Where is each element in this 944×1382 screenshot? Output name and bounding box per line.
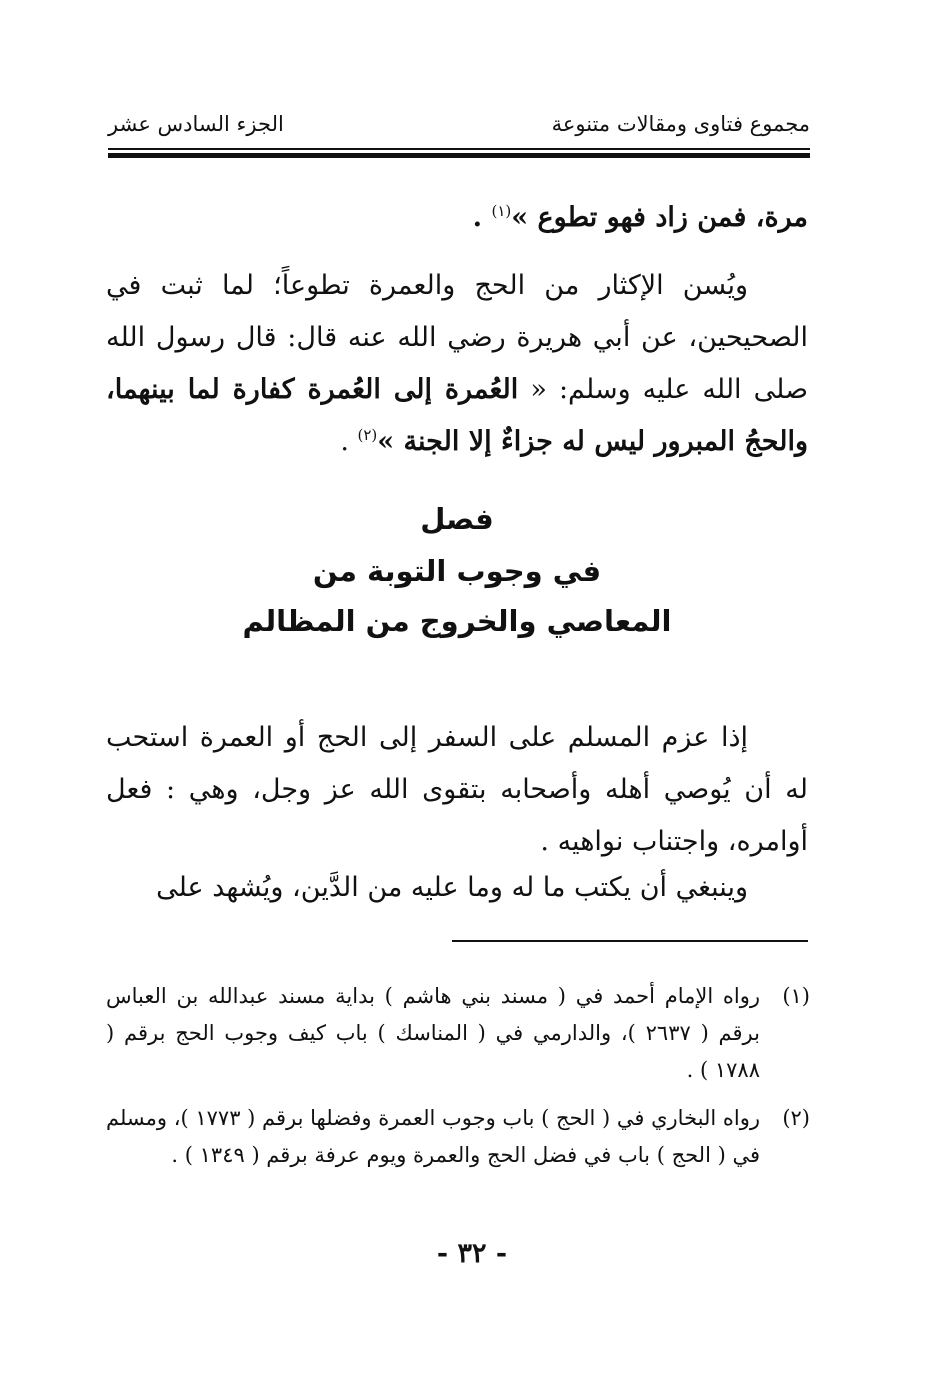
- page-number: - ٣٢ -: [436, 1238, 508, 1269]
- header-rule-thin: [108, 148, 810, 150]
- paragraph-travel: إذا عزم المسلم على السفر إلى الحج أو العمرة استحب له أن يُوصي أهله وأصحابه بتقوى الله عز وجل، وهي : فعل أوامره، واجتناب نواهيه .: [106, 722, 808, 857]
- footnote-text: رواه الإمام أحمد في ( مسند بني هاشم ) بداية مسند عبدالله بن العباس برقم ( ٢٦٣٧ )، والدارمي في ( المناسك ) باب كيف وجوب الحج برقم ( ١٧٨٨ ) .: [106, 984, 760, 1082]
- volume-label: الجزء السادس عشر: [108, 112, 284, 136]
- section-heading-line1: فصل: [420, 502, 494, 536]
- footnote-ref-2: (٢): [357, 426, 378, 444]
- p2-intro: ويُسن الإكثار من الحج والعمرة تطوعاً؛ لما ثبت في الصحيحين، عن أبي هريرة رضي الله عنه قال: قال رسول الله صلى الله عليه وسلم: «: [106, 270, 808, 405]
- section-heading-line3: المعاصي والخروج من المظالم: [242, 604, 672, 638]
- paragraph-hadith: [106, 260, 808, 468]
- header-rule-thick: [108, 153, 810, 158]
- paragraph-debt: وينبغي أن يكتب ما له وما عليه من الدَّين، ويُشهد على: [156, 872, 748, 903]
- footnote-number: (١): [782, 984, 810, 1008]
- running-header: [108, 112, 810, 152]
- footnote-ref-1: (١): [491, 202, 512, 220]
- book-title: مجموع فتاوى ومقالات متنوعة: [551, 112, 810, 136]
- footnote-1: [106, 978, 810, 1089]
- quote-close: »: [377, 426, 404, 457]
- section-heading-line2: في وجوب التوبة من: [312, 554, 602, 588]
- footnote-2: [106, 1100, 810, 1174]
- p1-end: .: [472, 202, 492, 233]
- p1-text: مرة، فمن زاد فهو تطوع »: [511, 202, 808, 233]
- p2-end: .: [340, 426, 358, 457]
- footnote-text: رواه البخاري في ( الحج ) باب وجوب العمرة وفضلها برقم ( ١٧٧٣ )، ومسلم في ( الحج ) باب في فضل الحج والعمرة ويوم عرفة برقم ( ١٣٤٩ ) .: [105, 1106, 760, 1167]
- hadith-quote: العُمرة إلى العُمرة كفارة لما بينهما، والحجُ المبرور ليس له جزاءٌ إلا الجنة: [106, 374, 808, 457]
- footnote-separator: [452, 940, 808, 942]
- paragraph-continuation: [106, 192, 808, 244]
- footnote-number: (٢): [782, 1106, 810, 1130]
